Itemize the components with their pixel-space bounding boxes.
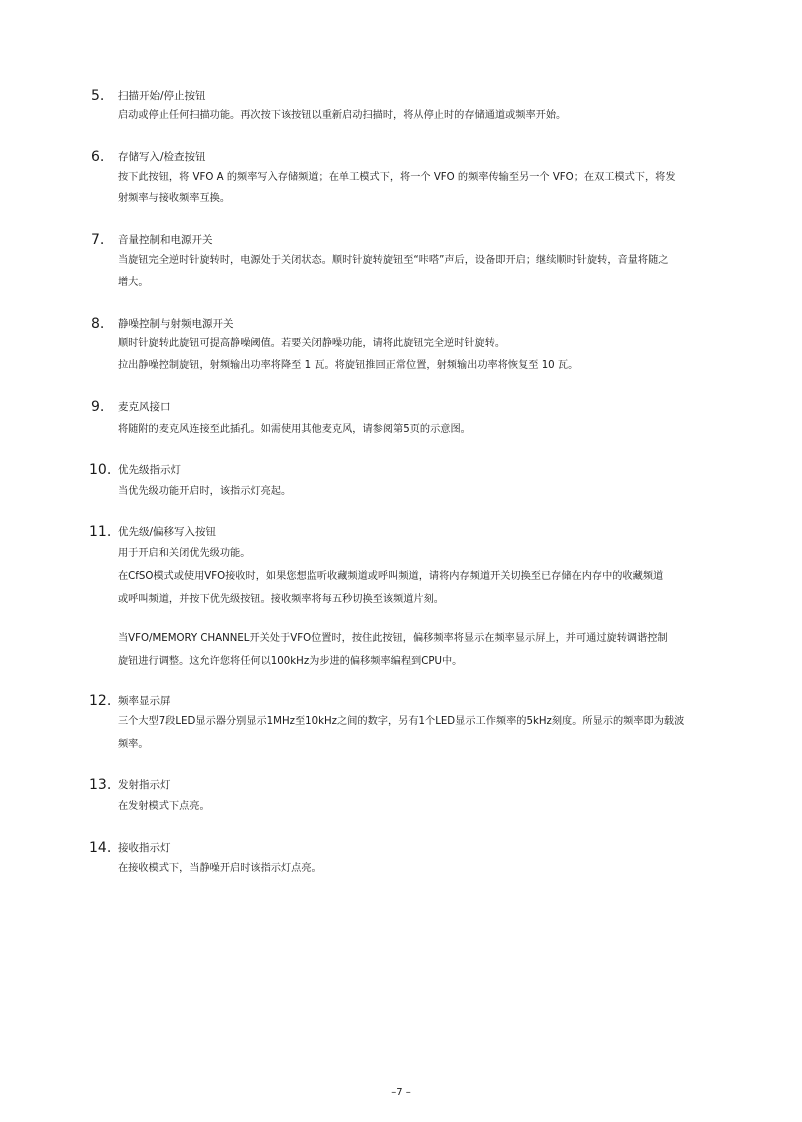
item-title: 发射指示灯 — [118, 779, 171, 791]
item-text-line: 射频率与接收频率互换。 — [118, 193, 231, 204]
item-text-line: 在CfSO模式或使用VFO接收时，如果您想监听收藏频道或呼叫频道，请将内存频道开关切换至已存储在内存中的收藏频道 — [118, 571, 664, 582]
item-text-line: 按下此按钮，将 VFO A 的频率写入存储频道；在单工模式下，将一个 VFO 的频率传输至另一个 VFO；在双工模式下，将发 — [118, 172, 676, 183]
item-number: 10. — [89, 462, 112, 478]
item-title: 频率显示屏 — [118, 695, 171, 707]
item-text-line: 或呼叫频道，并按下优先级按钮。接收频率将每五秒切换至该频道片刻。 — [118, 594, 444, 605]
item-number: 9. — [91, 399, 105, 415]
item-title: 静噪控制与射频电源开关 — [118, 318, 234, 330]
item-text-line: 三个大型7段LED显示器分别显示1MHz至10kHz之间的数字，另有1个LED显示工作频率的5kHz刻度。所显示的频率即为载波 — [118, 716, 685, 727]
item-text-line: 频率。 — [118, 739, 149, 750]
item-text-line: 当旋钮完全逆时针旋转时，电源处于关闭状态。顺时针旋转旋钮至“咔嗒”声后，设备即开启；继续顺时针旋转，音量将随之 — [118, 255, 669, 266]
item-title: 优先级/偏移写入按钮 — [118, 526, 217, 538]
item-title: 优先级指示灯 — [118, 464, 181, 476]
item-number: 7. — [91, 232, 105, 248]
item-text-line: 当VFO/MEMORY CHANNEL开关处于VFO位置时，按住此按钮，偏移频率将显示在频率显示屏上，并可通过旋转调谐控制 — [118, 633, 668, 644]
item-text-line: 用于开启和关闭优先级功能。 — [118, 548, 251, 559]
item-text-line: 旋钮进行调整。这允许您将任何以100kHz为步进的偏移频率编程到CPU中。 — [118, 656, 463, 667]
item-text-line: 在接收模式下，当静噪开启时该指示灯点亮。 — [118, 863, 322, 874]
item-title: 扫描开始/停止按钮 — [118, 90, 206, 102]
item-title: 音量控制和电源开关 — [118, 234, 213, 246]
item-number: 12. — [89, 693, 112, 709]
item-text-line: 将随附的麦克风连接至此插孔。如需使用其他麦克风，请参阅第5页的示意图。 — [118, 424, 471, 435]
item-text-line: 拉出静噪控制旋钮，射频输出功率将降至 1 瓦。将旋钮推回正常位置，射频输出功率将恢复至 10 瓦。 — [118, 360, 579, 371]
page-number: –7 – — [391, 1087, 411, 1098]
item-text-line: 增大。 — [118, 277, 149, 288]
item-number: 13. — [89, 777, 112, 793]
item-title: 麦克风接口 — [118, 401, 171, 413]
item-number: 6. — [91, 149, 105, 165]
item-text-line: 在发射模式下点亮。 — [118, 801, 210, 812]
item-text-line: 当优先级功能开启时，该指示灯亮起。 — [118, 486, 292, 497]
item-text-line: 启动或停止任何扫描功能。再次按下该按钮以重新启动扫描时，将从停止时的存储通道或频率开始。 — [118, 110, 567, 121]
item-number: 11. — [89, 524, 112, 540]
item-title: 存储写入/检查按钮 — [118, 151, 206, 163]
item-number: 8. — [91, 316, 105, 332]
item-number: 5. — [91, 88, 105, 104]
item-title: 接收指示灯 — [118, 842, 171, 854]
item-number: 14. — [89, 840, 112, 856]
item-text-line: 顺时针旋转此旋钮可提高静噪阈值。若要关闭静噪功能，请将此旋钮完全逆时针旋转。 — [118, 338, 506, 349]
